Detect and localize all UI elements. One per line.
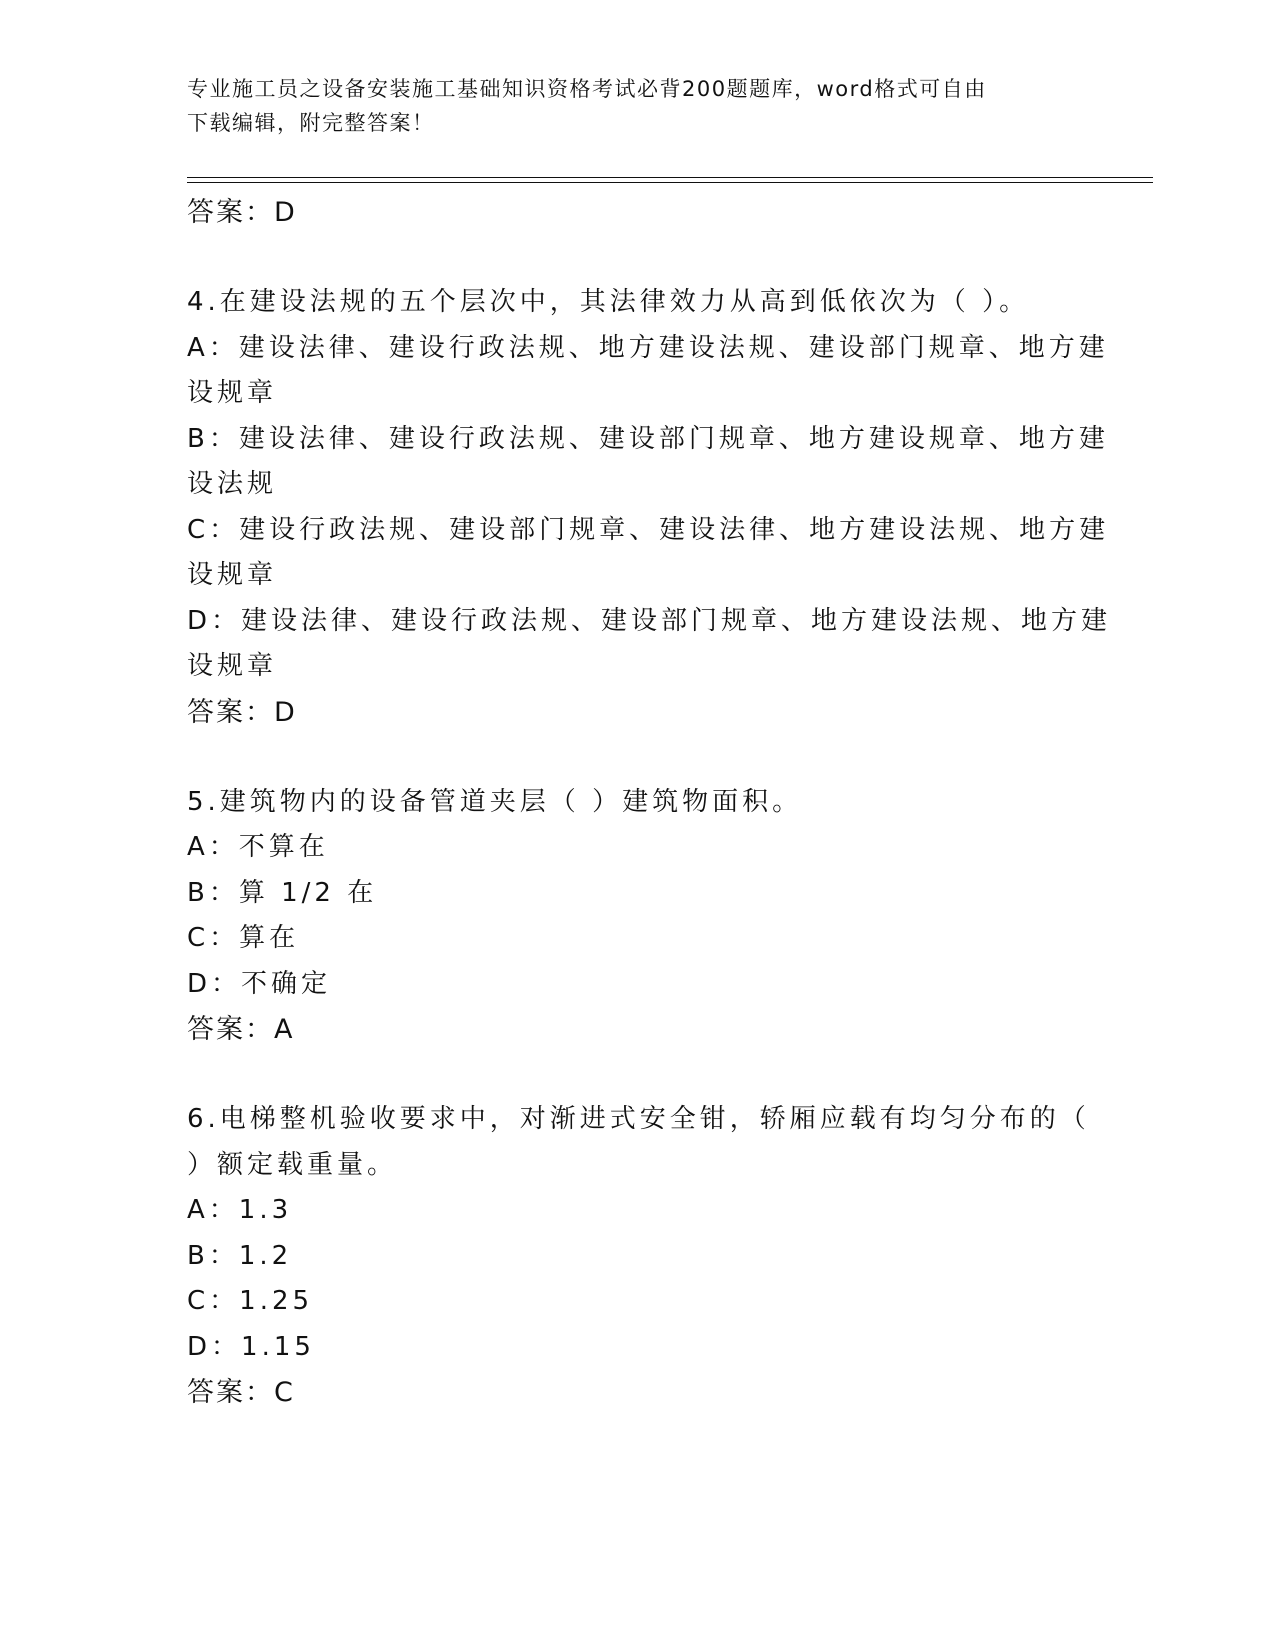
- question-stem: 5.建筑物内的设备管道夹层（ ）建筑物面积。: [187, 786, 803, 817]
- option-c-continued: 设规章: [187, 560, 278, 590]
- answer-line: 答案：D: [187, 197, 297, 228]
- header-line-2: 下载编辑，附完整答案！: [187, 111, 435, 135]
- header-divider-bottom: [187, 182, 1153, 183]
- option-a: A：不算在: [187, 832, 329, 862]
- answer-line: 答案：C: [187, 1377, 295, 1408]
- option-a: A：1.3: [187, 1195, 293, 1225]
- option-d: D：建设法律、建设行政法规、建设部门规章、地方建设法规、地方建: [187, 605, 1112, 636]
- spacer: [187, 736, 1087, 780]
- header-line-1: 专业施工员之设备安装施工基础知识资格考试必背200题题库，word格式可自由: [187, 77, 987, 101]
- question-block: [187, 280, 1112, 736]
- answer-line: 答案：A: [187, 1014, 295, 1045]
- header-divider-top: [187, 177, 1153, 178]
- option-b: B：建设法律、建设行政法规、建设部门规章、地方建设规章、地方建: [187, 423, 1109, 454]
- option-c: C：算在: [187, 923, 300, 953]
- option-c: C：1.25: [187, 1286, 314, 1316]
- option-a-continued: 设规章: [187, 378, 278, 408]
- option-b-continued: 设法规: [187, 469, 278, 499]
- question-stem: 6.电梯整机验收要求中，对渐进式安全钳，轿厢应载有均匀分布的（: [187, 1104, 1090, 1134]
- option-d: D：不确定: [187, 968, 332, 999]
- spacer: [187, 236, 1087, 280]
- option-b: B：算 1/2 在: [187, 877, 378, 908]
- option-a: A：建设法律、建设行政法规、地方建设法规、建设部门规章、地方建: [187, 332, 1109, 363]
- question-block: [187, 780, 1087, 1054]
- document-header: [187, 72, 1067, 140]
- spacer: [187, 1053, 1087, 1097]
- option-b: B：1.2: [187, 1240, 293, 1271]
- question-list: [187, 190, 1112, 1416]
- question-stem: 4.在建设法规的五个层次中，其法律效力从高到低依次为（ ）。: [187, 287, 1030, 317]
- answer-line: 答案：D: [187, 696, 297, 728]
- option-d-continued: 设规章: [187, 651, 278, 681]
- question-stem-continued: ）额定载重量。: [187, 1149, 398, 1180]
- option-c: C：建设行政法规、建设部门规章、建设法律、地方建设法规、地方建: [187, 514, 1110, 545]
- question-block: [187, 1097, 1090, 1416]
- option-d: D：1.15: [187, 1331, 315, 1362]
